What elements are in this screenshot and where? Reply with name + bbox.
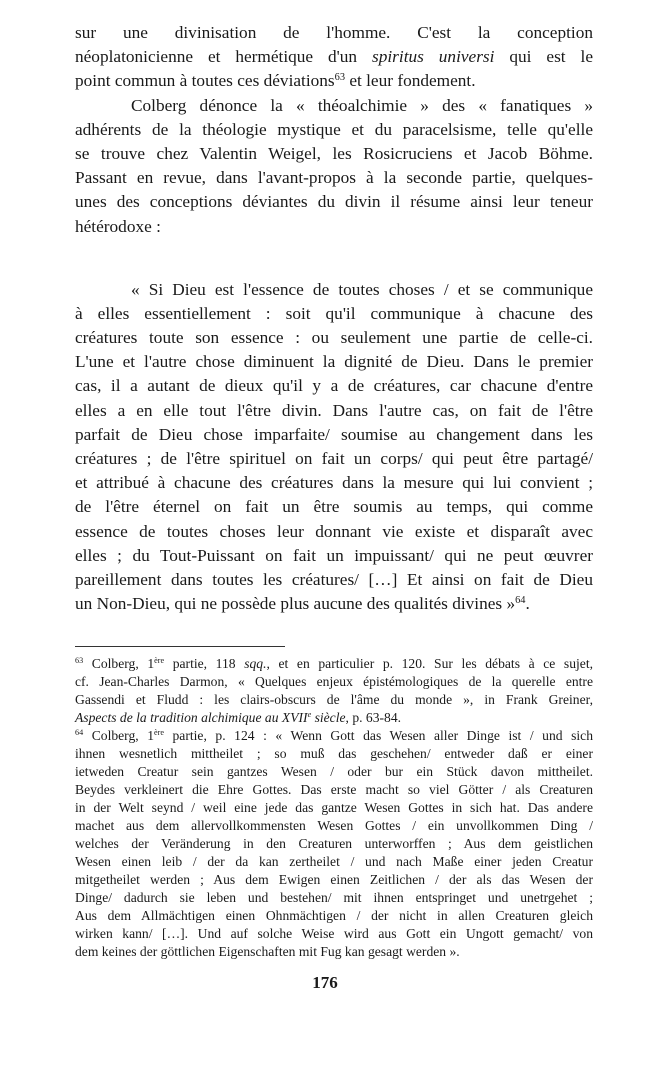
- text-line: [75, 889, 593, 907]
- text-line: [75, 471, 593, 495]
- text-line: [75, 215, 593, 239]
- text-line: [75, 520, 593, 544]
- text-run: Wesen einen leib / der da kan zertheilet / und nach Maße einer jeden Creatur: [75, 854, 593, 869]
- text-run: machet aus dem allervollkommensten Wesen Gottes / ein unvollkommen Ding /: [75, 818, 593, 833]
- text-line: [75, 763, 593, 781]
- text-line: [75, 45, 593, 69]
- text-line: [75, 568, 593, 592]
- text-line: [75, 673, 593, 691]
- superscript: 63: [334, 72, 346, 84]
- text-line: [75, 835, 593, 853]
- text-line: [75, 142, 593, 166]
- text-line: [75, 817, 593, 835]
- footnotes: [75, 655, 593, 961]
- text-line: [75, 302, 593, 326]
- superscript: 64: [75, 728, 84, 738]
- main-text: [75, 21, 593, 616]
- text-line: [75, 166, 593, 190]
- text-run: de l'être éternel on fait un être soumis au temps, qui comme: [75, 497, 593, 517]
- text-line: [75, 691, 593, 709]
- superscript: ère: [154, 728, 164, 738]
- text-line: [75, 745, 593, 763]
- text-line: [75, 655, 593, 673]
- text-line: [75, 21, 593, 45]
- text-run: Passant en revue, dans l'avant-propos à la seconde partie, quelques-: [75, 168, 593, 188]
- italic-text: spiritus universi: [372, 47, 495, 67]
- text-run: adhérents de la théologie mystique et du paracelsisme, telle qu'elle: [75, 119, 593, 139]
- text-run: unes des conceptions déviantes du divin il résume ainsi leur teneur: [75, 192, 593, 212]
- text-run: elles ; du Tout-Puissant on fait un impuissant/ qui ne peut œuvrer: [75, 545, 593, 565]
- text-run: et leur fondement.: [345, 71, 476, 91]
- text-line: [75, 350, 593, 374]
- paragraph: [75, 94, 593, 239]
- text-run: hétérodoxe :: [75, 216, 161, 236]
- text-line: [75, 190, 593, 214]
- text-run: Beydes verkleinert die Ehre Gottes. Das erste macht so viel Götter / als Creaturen: [75, 782, 593, 797]
- text-line: [75, 495, 593, 519]
- text-line: [75, 399, 593, 423]
- text-run: essence de toutes choses leur donnant vie existe et disparaît avec: [75, 521, 593, 541]
- text-line: [75, 781, 593, 799]
- italic-text: Aspects de la tradition alchimique au XVII: [75, 710, 308, 725]
- text-run: partie, p. 124 : « Wenn Gott das Wesen aller Dinge ist / und sich: [163, 728, 593, 743]
- text-line: [75, 727, 593, 745]
- text-run: dem keines der göttlichen Eigenschaften mit Fug kan gesagt werden ».: [75, 944, 460, 959]
- text-run: wirken kann/ […]. Und auf solche Weise wird aus Gott ein Ungott gemacht/ von: [75, 926, 593, 941]
- text-run: in der Welt seynd / weil eine jede das gantze Wesen Gottes in sich hat. Das andere: [75, 800, 593, 815]
- text-run: Colberg dénonce la « théoalchimie » des « fanatiques »: [131, 95, 593, 115]
- footnote-64: [75, 727, 593, 961]
- text-line: [75, 69, 593, 93]
- text-line: [75, 374, 593, 398]
- superscript: 63: [75, 656, 84, 666]
- superscript: e: [307, 710, 312, 720]
- text-run: créatures ; de l'être spirituel on fait un corps/ qui peut être partagé/: [75, 449, 593, 468]
- text-run: qui est le: [494, 47, 594, 67]
- text-run: elles a en elle tout l'être divin. Dans l'autre cas, on fait de l'être: [75, 400, 593, 420]
- text-run: Gassendi et Fludd : les clairs-obscurs de l'âme du monde », in Frank Greiner,: [75, 692, 593, 707]
- text-line: [75, 544, 593, 568]
- text-run: pareillement dans toutes les créatures/ […] Et ainsi on fait de Dieu: [75, 569, 593, 589]
- page-number: 176: [312, 973, 338, 992]
- text-line: [75, 871, 593, 889]
- footnote-separator: [75, 646, 285, 647]
- text-line: [75, 278, 593, 302]
- text-line: [75, 907, 593, 925]
- superscript: 64: [515, 594, 526, 606]
- text-run: créatures toute son essence : ou seulement une partie de celle-ci.: [75, 328, 593, 348]
- text-line: [75, 447, 593, 471]
- text-run: , et en particulier p. 120. Sur les débats à ce sujet,: [266, 656, 593, 671]
- text-line: [75, 94, 593, 118]
- text-run: Dinge/ dadurch sie leben und bestehen/ mit ihnen entspringet und unetrgehet ;: [75, 890, 593, 905]
- text-line: [75, 943, 593, 961]
- text-line: [75, 799, 593, 817]
- text-run: , p. 63-84.: [345, 710, 402, 725]
- text-run: welches der Veränderung in den Creaturen unterworffen ; Aus dem geistlichen: [75, 836, 593, 851]
- text-run: mitgetheilet werden ; Aus dem Ewigen einen Zeitlichen / der als das Wesen der: [75, 872, 593, 887]
- paragraph-gap: [75, 239, 593, 278]
- text-run: L'une et l'autre chose diminuent la dignité de Dieu. Dans le premier: [75, 352, 593, 372]
- text-line: [75, 925, 593, 943]
- text-run: Colberg, 1: [83, 728, 154, 743]
- text-line: [75, 423, 593, 447]
- text-run: cas, il a autant de dieux qu'il y a de créatures, car chacune d'entre: [75, 376, 593, 396]
- text-run: un Non-Dieu, qui ne possède plus aucune des qualités divines »: [75, 594, 516, 614]
- text-run: .: [525, 594, 530, 614]
- block-quotation: [75, 278, 593, 617]
- text-line: [75, 853, 593, 871]
- text-run: ietweden Creatur sein gantzes Wesen / oder bur ein Stück davon mittheilet.: [75, 764, 593, 779]
- text-run: ihnen wesnetlich mittheilet ; so muß das geschehen/ entweder daß er einer: [75, 746, 593, 761]
- footnote-63: [75, 655, 593, 727]
- text-run: parfait de Dieu chose imparfaite/ soumise au changement dans les: [75, 424, 593, 444]
- text-run: se trouve chez Valentin Weigel, les Rosicruciens et Jacob Böhme.: [75, 143, 593, 163]
- italic-text: siècle: [311, 710, 346, 725]
- text-run: à elles essentiellement : soit qu'il communique à chacune des: [75, 303, 593, 323]
- text-line: [75, 118, 593, 142]
- text-run: « Si Dieu est l'essence de toutes choses / et se communique: [131, 279, 593, 299]
- text-line: [75, 709, 593, 727]
- text-run: néoplatonicienne et hermétique d'un: [75, 47, 372, 67]
- text-run: partie, 118: [164, 656, 245, 671]
- text-run: Aus dem Allmächtigen einen Ohnmächtigen / der nicht in allen Creaturen gleich: [75, 908, 593, 923]
- text-line: [75, 592, 593, 616]
- text-run: point commun à toutes ces déviations: [75, 71, 335, 91]
- paragraph: [75, 21, 593, 94]
- text-run: Colberg, 1: [83, 656, 155, 671]
- italic-text: sqq.: [244, 656, 267, 671]
- text-line: [75, 326, 593, 350]
- text-run: cf. Jean-Charles Darmon, « Quelques enjeux épistémologiques de la querelle entre: [75, 674, 593, 689]
- superscript: ère: [154, 656, 165, 666]
- text-run: et attribué à chacune des créatures dans la mesure qui lui convient ;: [75, 473, 593, 493]
- text-run: sur une divinisation de l'homme. C'est la conception: [75, 23, 593, 42]
